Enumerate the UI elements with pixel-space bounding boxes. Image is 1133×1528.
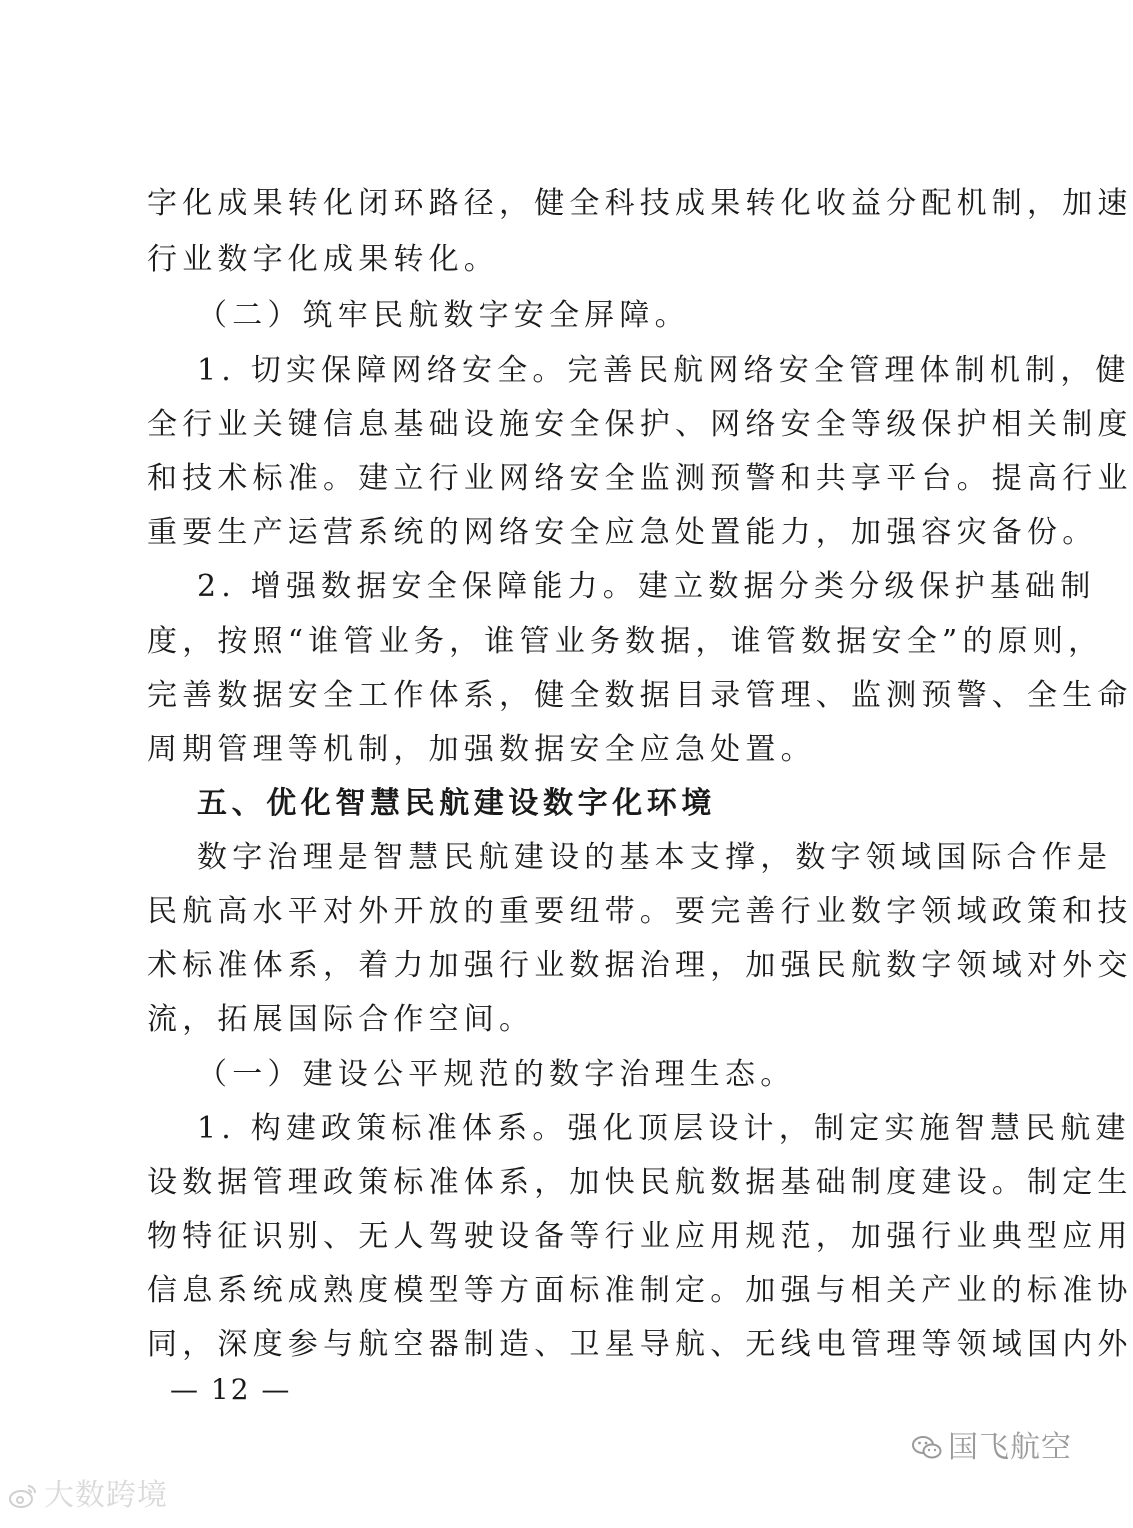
wechat-icon bbox=[912, 1435, 942, 1461]
body-line: 民航高水平对外开放的重要纽带。要完善行业数字领域政策和技 bbox=[147, 894, 1133, 929]
body-line: 周期管理等机制，加强数据安全应急处置。 bbox=[147, 732, 816, 767]
subsection-heading: （一）建设公平规范的数字治理生态。 bbox=[197, 1057, 796, 1092]
body-line: 同，深度参与航空器制造、卫星导航、无线电管理等领域国内外 bbox=[147, 1327, 1133, 1362]
wechat-account-name: 国飞航空 bbox=[948, 1430, 1072, 1465]
body-line: 1. 切实保障网络安全。完善民航网络安全管理体制机制，健 bbox=[197, 353, 1131, 388]
weibo-account-name: 大数跨境 bbox=[44, 1478, 168, 1513]
body-line: 1. 构建政策标准体系。强化顶层设计，制定实施智慧民航建 bbox=[197, 1111, 1131, 1146]
body-line: 和技术标准。建立行业网络安全监测预警和共享平台。提高行业 bbox=[147, 461, 1133, 496]
body-line: 完善数据安全工作体系，健全数据目录管理、监测预警、全生命 bbox=[147, 678, 1133, 713]
body-line: 术标准体系，着力加强行业数据治理，加强民航数字领域对外交 bbox=[147, 948, 1133, 983]
body-line: 数字治理是智慧民航建设的基本支撑，数字领域国际合作是 bbox=[197, 840, 1113, 875]
body-line: 2. 增强数据安全保障能力。建立数据分类分级保护基础制 bbox=[197, 569, 1096, 604]
wechat-watermark bbox=[912, 1430, 1072, 1466]
body-line: 信息系统成熟度模型等方面标准制定。加强与相关产业的标准协 bbox=[147, 1273, 1133, 1308]
weibo-icon bbox=[8, 1483, 38, 1509]
body-line: 物特征识别、无人驾驶设备等行业应用规范，加强行业典型应用 bbox=[147, 1219, 1133, 1254]
body-line: 度，按照“谁管业务，谁管业务数据，谁管数据安全”的原则， bbox=[147, 624, 1104, 659]
body-line: 流，拓展国际合作空间。 bbox=[147, 1002, 535, 1037]
body-line: 重要生产运营系统的网络安全应急处置能力，加强容灾备份。 bbox=[147, 515, 1098, 550]
body-line: 全行业关键信息基础设施安全保护、网络安全等级保护相关制度 bbox=[147, 407, 1133, 442]
section-heading: 五、优化智慧民航建设数字化环境 bbox=[197, 786, 716, 821]
page-number: — 12 — bbox=[170, 1373, 292, 1406]
body-line: 设数据管理政策标准体系，加快民航数据基础制度建设。制定生 bbox=[147, 1165, 1133, 1200]
subsection-heading: （二）筑牢民航数字安全屏障。 bbox=[197, 298, 690, 333]
body-line: 行业数字化成果转化。 bbox=[147, 242, 499, 277]
body-line: 字化成果转化闭环路径，健全科技成果转化收益分配机制，加速 bbox=[147, 186, 1133, 221]
weibo-watermark bbox=[8, 1478, 168, 1514]
